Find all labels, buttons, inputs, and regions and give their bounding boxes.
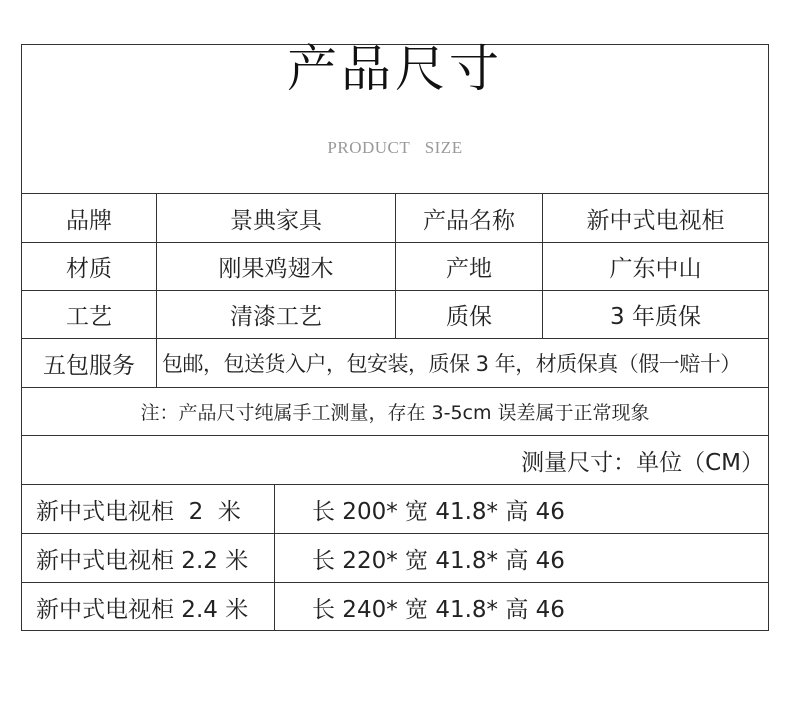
brand-label: 品牌 — [66, 207, 112, 234]
origin-value: 广东中山 — [609, 256, 702, 282]
size-model: 新中式电视柜 2.4 米 — [36, 596, 249, 623]
size-model: 新中式电视柜 2.2 米 — [36, 547, 249, 574]
page-title: 产品尺寸 — [287, 40, 503, 98]
measurement-note: 注：产品尺寸纯属手工测量，存在 3-5cm 误差属于正常现象 — [140, 402, 650, 424]
service-value: 包邮，包送货入户，包安装，质保 3 年，材质保真（假一赔十） — [162, 352, 741, 376]
warranty-value: 3 年质保 — [610, 304, 701, 330]
page-subtitle: PRODUCT SIZE — [327, 138, 463, 157]
service-label: 五包服务 — [43, 352, 135, 379]
origin-label: 产地 — [446, 256, 492, 282]
size-dimensions: 长 240* 宽 41.8* 高 46 — [312, 596, 565, 623]
craft-value: 清漆工艺 — [230, 304, 322, 330]
warranty-label: 质保 — [446, 304, 492, 330]
product-name-label: 产品名称 — [423, 207, 515, 234]
column-divider — [274, 484, 275, 631]
product-name-value: 新中式电视柜 — [586, 207, 725, 234]
material-label: 材质 — [66, 256, 112, 282]
brand-value: 景典家具 — [230, 207, 322, 234]
size-dimensions: 长 220* 宽 41.8* 高 46 — [312, 547, 565, 574]
size-model: 新中式电视柜 2 米 — [36, 498, 241, 525]
measurement-unit: 测量尺寸：单位（CM） — [521, 449, 764, 476]
size-dimensions: 长 200* 宽 41.8* 高 46 — [312, 498, 565, 525]
craft-label: 工艺 — [66, 304, 112, 330]
material-value: 刚果鸡翅木 — [218, 256, 334, 282]
